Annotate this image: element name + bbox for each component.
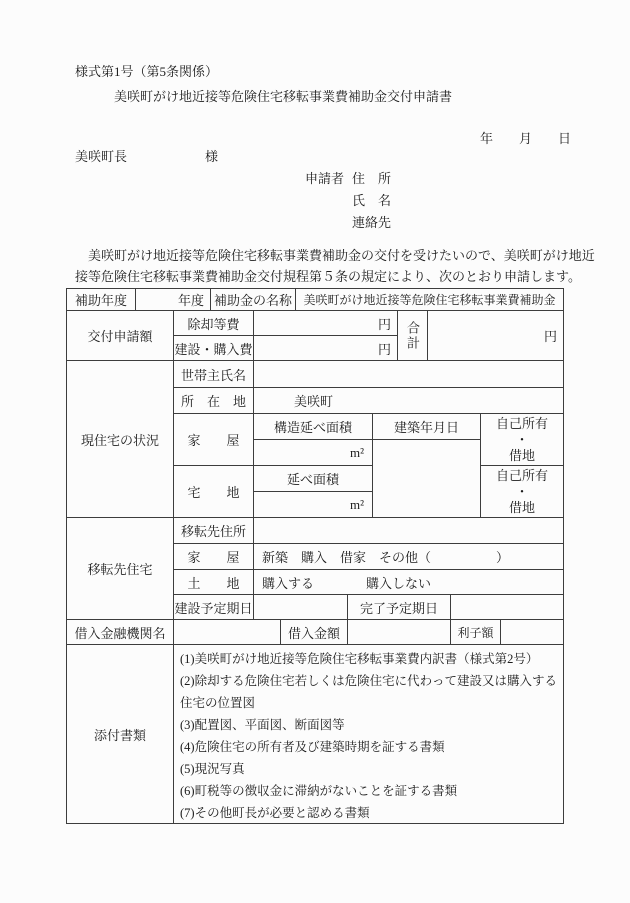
total-label-cell: 合計 <box>398 311 428 361</box>
ownership-house-cell <box>481 414 564 466</box>
attachment-item: (7)その他町長が必要と認める書類 <box>180 806 370 820</box>
completion-date-input-cell <box>451 595 564 620</box>
construction-date-label-cell: 建設予定期日 <box>174 595 254 620</box>
attachments-list-cell <box>174 645 564 824</box>
application-statement-line1: 美咲町がけ地近接等危険住宅移転事業費補助金の交付を受けたいので、美咲町がけ地近 <box>75 248 595 263</box>
loan-amount-label-cell: 借入金額 <box>281 620 348 645</box>
floor-area-unit-cell: m² <box>254 492 373 518</box>
application-form-table <box>66 288 564 824</box>
subsidy-name-value-cell: 美咲町がけ地近接等危険住宅移転事業費補助金 <box>296 289 564 311</box>
build-date-input-cell <box>373 440 481 518</box>
attachment-item: (1)美咲町がけ地近接等危険住宅移転事業費内訳書（様式第2号） <box>180 652 539 666</box>
ownership-line: 自己所有 <box>495 415 548 431</box>
attachment-item: (5)現況写真 <box>180 762 245 776</box>
construction-cost-amount-cell: 円 <box>254 336 398 361</box>
interest-label-cell: 利子額 <box>451 620 501 645</box>
date-line: 年 月 日 <box>479 131 571 146</box>
loan-institution-label-cell: 借入金融機関名 <box>67 620 174 645</box>
build-date-label-cell: 建築年月日 <box>373 414 481 440</box>
ownership-land-cell <box>481 466 564 518</box>
ownership-line: 借地 <box>508 499 535 515</box>
location-label-cell: 所 在 地 <box>174 388 254 414</box>
relocation-address-input-cell <box>254 518 564 544</box>
form-number: 様式第1号（第5条関係） <box>75 64 219 79</box>
applicant-label: 申請者 <box>305 171 345 186</box>
ownership-line: 借地 <box>508 447 535 463</box>
applicant-contact-label: 連絡先 <box>352 215 392 230</box>
subsidy-name-label-cell: 補助金の名称 <box>211 289 296 311</box>
structure-area-unit-cell: m² <box>254 440 373 466</box>
location-value-cell: 美咲町 <box>254 388 564 414</box>
ownership-dot: ・ <box>515 431 529 447</box>
total-amount-cell: 円 <box>428 311 564 361</box>
current-house-section-label-cell: 現住宅の状況 <box>67 361 174 518</box>
house-label-cell: 家 屋 <box>174 414 254 466</box>
subsidy-year-label-cell: 補助年度 <box>67 289 136 311</box>
applicant-address-label: 住 所 <box>352 171 392 186</box>
householder-name-input-cell <box>254 361 564 388</box>
applicant-name-label: 氏 名 <box>352 193 392 208</box>
attachment-item: (3)配置図、平面図、断面図等 <box>180 718 345 732</box>
relocation-section-label-cell: 移転先住宅 <box>67 518 174 620</box>
removal-cost-label-cell: 除却等費 <box>174 311 254 336</box>
honorific-label: 様 <box>205 149 219 164</box>
structure-area-label-cell: 構造延べ面積 <box>254 414 373 440</box>
attachment-item: (6)町税等の徴収金に滞納がないことを証する書類 <box>180 784 458 798</box>
completion-date-label-cell: 完了予定期日 <box>348 595 451 620</box>
subsidy-year-input-cell: 年度 <box>136 289 211 311</box>
relocation-house-options-cell: 新築 購入 借家 その他（ ） <box>254 544 564 570</box>
ownership-line: 自己所有 <box>495 467 548 483</box>
application-amount-label-cell: 交付申請額 <box>67 311 174 361</box>
land-label-cell: 宅 地 <box>174 466 254 518</box>
attachment-item: (2)除却する危険住宅若しくは危険住宅に代わって建設又は購入する住宅の位置図 <box>180 674 557 710</box>
construction-date-input-cell <box>254 595 348 620</box>
attachments-label-cell: 添付書類 <box>67 645 174 824</box>
loan-amount-input-cell <box>348 620 451 645</box>
relocation-land-label-cell: 土 地 <box>174 570 254 595</box>
relocation-address-label-cell: 移転先住所 <box>174 518 254 544</box>
application-statement-line2: 接等危険住宅移転事業費補助金交付規程第５条の規定により、次のとおり申請します。 <box>75 269 581 284</box>
document-title: 美咲町がけ地近接等危険住宅移転事業費補助金交付申請書 <box>113 89 452 104</box>
attachment-item: (4)危険住宅の所有者及び建築時期を証する書類 <box>180 740 445 754</box>
householder-name-label-cell: 世帯主氏名 <box>174 361 254 388</box>
removal-cost-amount-cell: 円 <box>254 311 398 336</box>
floor-area-label-cell: 延べ面積 <box>254 466 373 492</box>
relocation-house-label-cell: 家 屋 <box>174 544 254 570</box>
addressee-mayor: 美咲町長 <box>75 149 128 164</box>
loan-institution-input-cell <box>174 620 281 645</box>
relocation-land-options-cell: 購入する 購入しない <box>254 570 564 595</box>
ownership-dot: ・ <box>515 483 529 499</box>
construction-cost-label-cell: 建設・購入費 <box>174 336 254 361</box>
interest-input-cell <box>501 620 564 645</box>
